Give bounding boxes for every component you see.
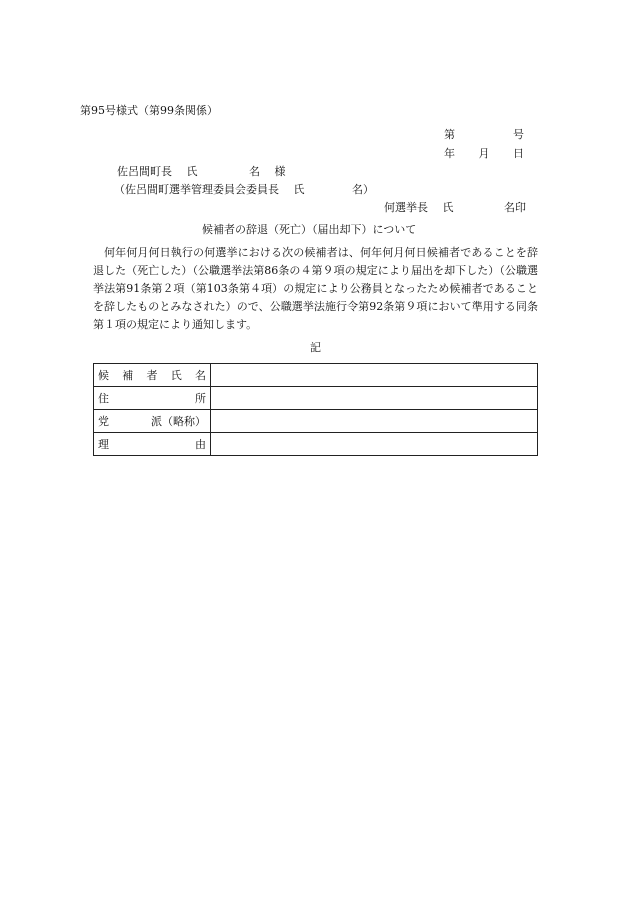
label-char: 党 (98, 415, 109, 428)
table-row (94, 364, 538, 387)
addressee-mei: 名 (249, 165, 260, 178)
table-row (94, 387, 538, 410)
value-cell-reason (211, 433, 538, 456)
value-cell-candidate-name (211, 364, 538, 387)
table-row (94, 433, 538, 456)
date-day: 日 (513, 147, 524, 160)
label-char: 派（略称） (151, 415, 206, 428)
label-char: 理 (98, 438, 109, 451)
row-label-party (94, 410, 211, 433)
doc-no-suffix: 号 (513, 128, 524, 141)
body-paragraph: 何年何月何日執行の何選挙における次の候補者は、何年何月何日候補者であることを辞退した（死亡した）（公職選挙法第86条の４第９項の規定により届出を却下した）（公職選挙法第91条第２項（第103条第４項）の規定により公務員となったため候補者であることを辞したものとみなされた）ので、公職選挙法施行令第92条第９項において準用する同条第１項の規定により通知します。 (93, 246, 538, 331)
addressee-shi: 氏 (186, 165, 198, 178)
label-char: 由 (195, 438, 206, 451)
label-char: 名 (195, 369, 206, 382)
sender-shi: 氏 (442, 201, 454, 214)
addressee-sub-open: （佐呂間町選挙管理委員会委員長 (114, 183, 279, 196)
label-char: 所 (195, 392, 206, 405)
ki-heading: 記 (310, 341, 321, 354)
document-title: 候補者の辞退（死亡）（届出却下）について (202, 223, 417, 236)
addressee-line (117, 165, 286, 179)
label-char: 補 (122, 369, 134, 382)
date-line (444, 147, 524, 161)
sender-line (384, 201, 526, 215)
sender-mei-in: 名印 (504, 201, 526, 214)
candidate-table (93, 363, 538, 456)
value-cell-party (211, 410, 538, 433)
value-cell-address (211, 387, 538, 410)
label-char: 者 (146, 369, 158, 382)
addressee-sub-shi: 氏 (293, 183, 305, 196)
date-year: 年 (444, 147, 455, 160)
addressee-sub-line (114, 183, 374, 197)
addressee-sama: 様 (274, 165, 286, 178)
doc-no-prefix: 第 (444, 128, 455, 141)
addressee-sub-close: 名） (352, 183, 374, 196)
sender-label: 何選挙長 (384, 201, 428, 214)
table-row (94, 410, 538, 433)
form-number: 第95号様式（第99条関係） (80, 104, 218, 117)
label-char: 氏 (170, 369, 182, 382)
label-char: 住 (98, 392, 109, 405)
row-label-address (94, 387, 211, 410)
date-month: 月 (478, 147, 490, 160)
row-label-reason (94, 433, 211, 456)
addressee-title: 佐呂間町長 (117, 165, 172, 178)
label-char: 候 (98, 369, 109, 382)
row-label-candidate-name (94, 364, 211, 387)
document-number (444, 128, 524, 142)
